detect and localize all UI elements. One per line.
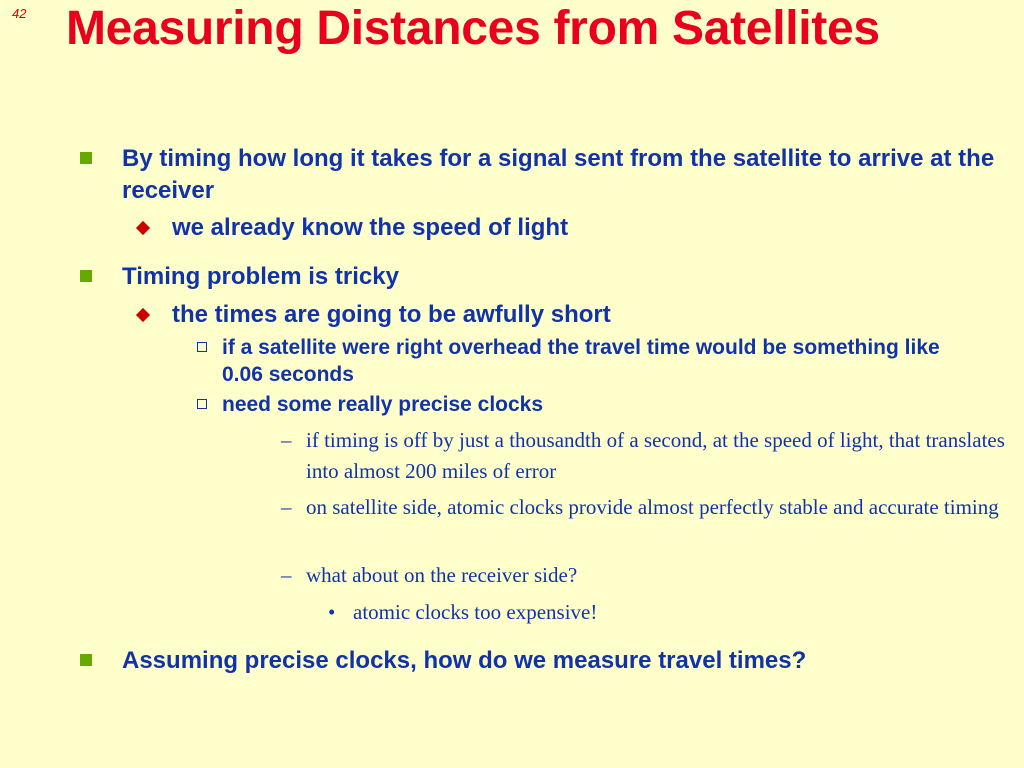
list-item-text: Timing problem is tricky [122, 263, 399, 290]
list-item [122, 143, 1002, 207]
dash-bullet: – [281, 563, 292, 587]
list-item-text: on satellite side, atomic clocks provide almost perfectly stable and accurate timing [306, 495, 999, 519]
list-item-text: we already know the speed of light [172, 214, 569, 241]
diamond-bullet-icon [136, 221, 150, 235]
list-item [172, 299, 992, 331]
dash-bullet: – [281, 495, 292, 519]
list-item [122, 261, 1002, 293]
list-item-text: By timing how long it takes for a signal sent from the satellite to arrive at the receiver [122, 145, 995, 204]
dash-bullet: – [281, 428, 292, 452]
list-item [222, 391, 982, 418]
hollow-square-bullet-icon [197, 342, 207, 352]
square-bullet-icon [80, 152, 92, 164]
list-item-text: atomic clocks too expensive! [353, 600, 598, 624]
list-item-text: Assuming precise clocks, how do we measure travel times? [122, 647, 807, 674]
dot-bullet: • [328, 600, 336, 624]
list-item-text: the times are going to be awfully short [172, 301, 611, 328]
list-item [122, 645, 1002, 677]
square-bullet-icon [80, 270, 92, 282]
list-item-text: need some really precise clocks [222, 393, 544, 416]
hollow-square-bullet-icon [197, 399, 207, 409]
list-item [281, 425, 1006, 487]
list-item [222, 334, 982, 388]
slide-title: Measuring Distances from Satellites [66, 2, 880, 55]
list-item-text: what about on the receiver side? [306, 563, 578, 587]
list-item-text: if a satellite were right overhead the travel time would be something like 0.06 seconds [222, 336, 940, 386]
diamond-bullet-icon [136, 308, 150, 322]
square-bullet-icon [80, 654, 92, 666]
list-item-text: if timing is off by just a thousandth of a second, at the speed of light, that translates into almost 200 miles of error [306, 428, 1005, 483]
list-item [281, 492, 1006, 523]
list-item [281, 560, 1006, 591]
slide-number: 42 [12, 6, 27, 21]
list-item [172, 212, 992, 244]
list-item [328, 597, 993, 628]
